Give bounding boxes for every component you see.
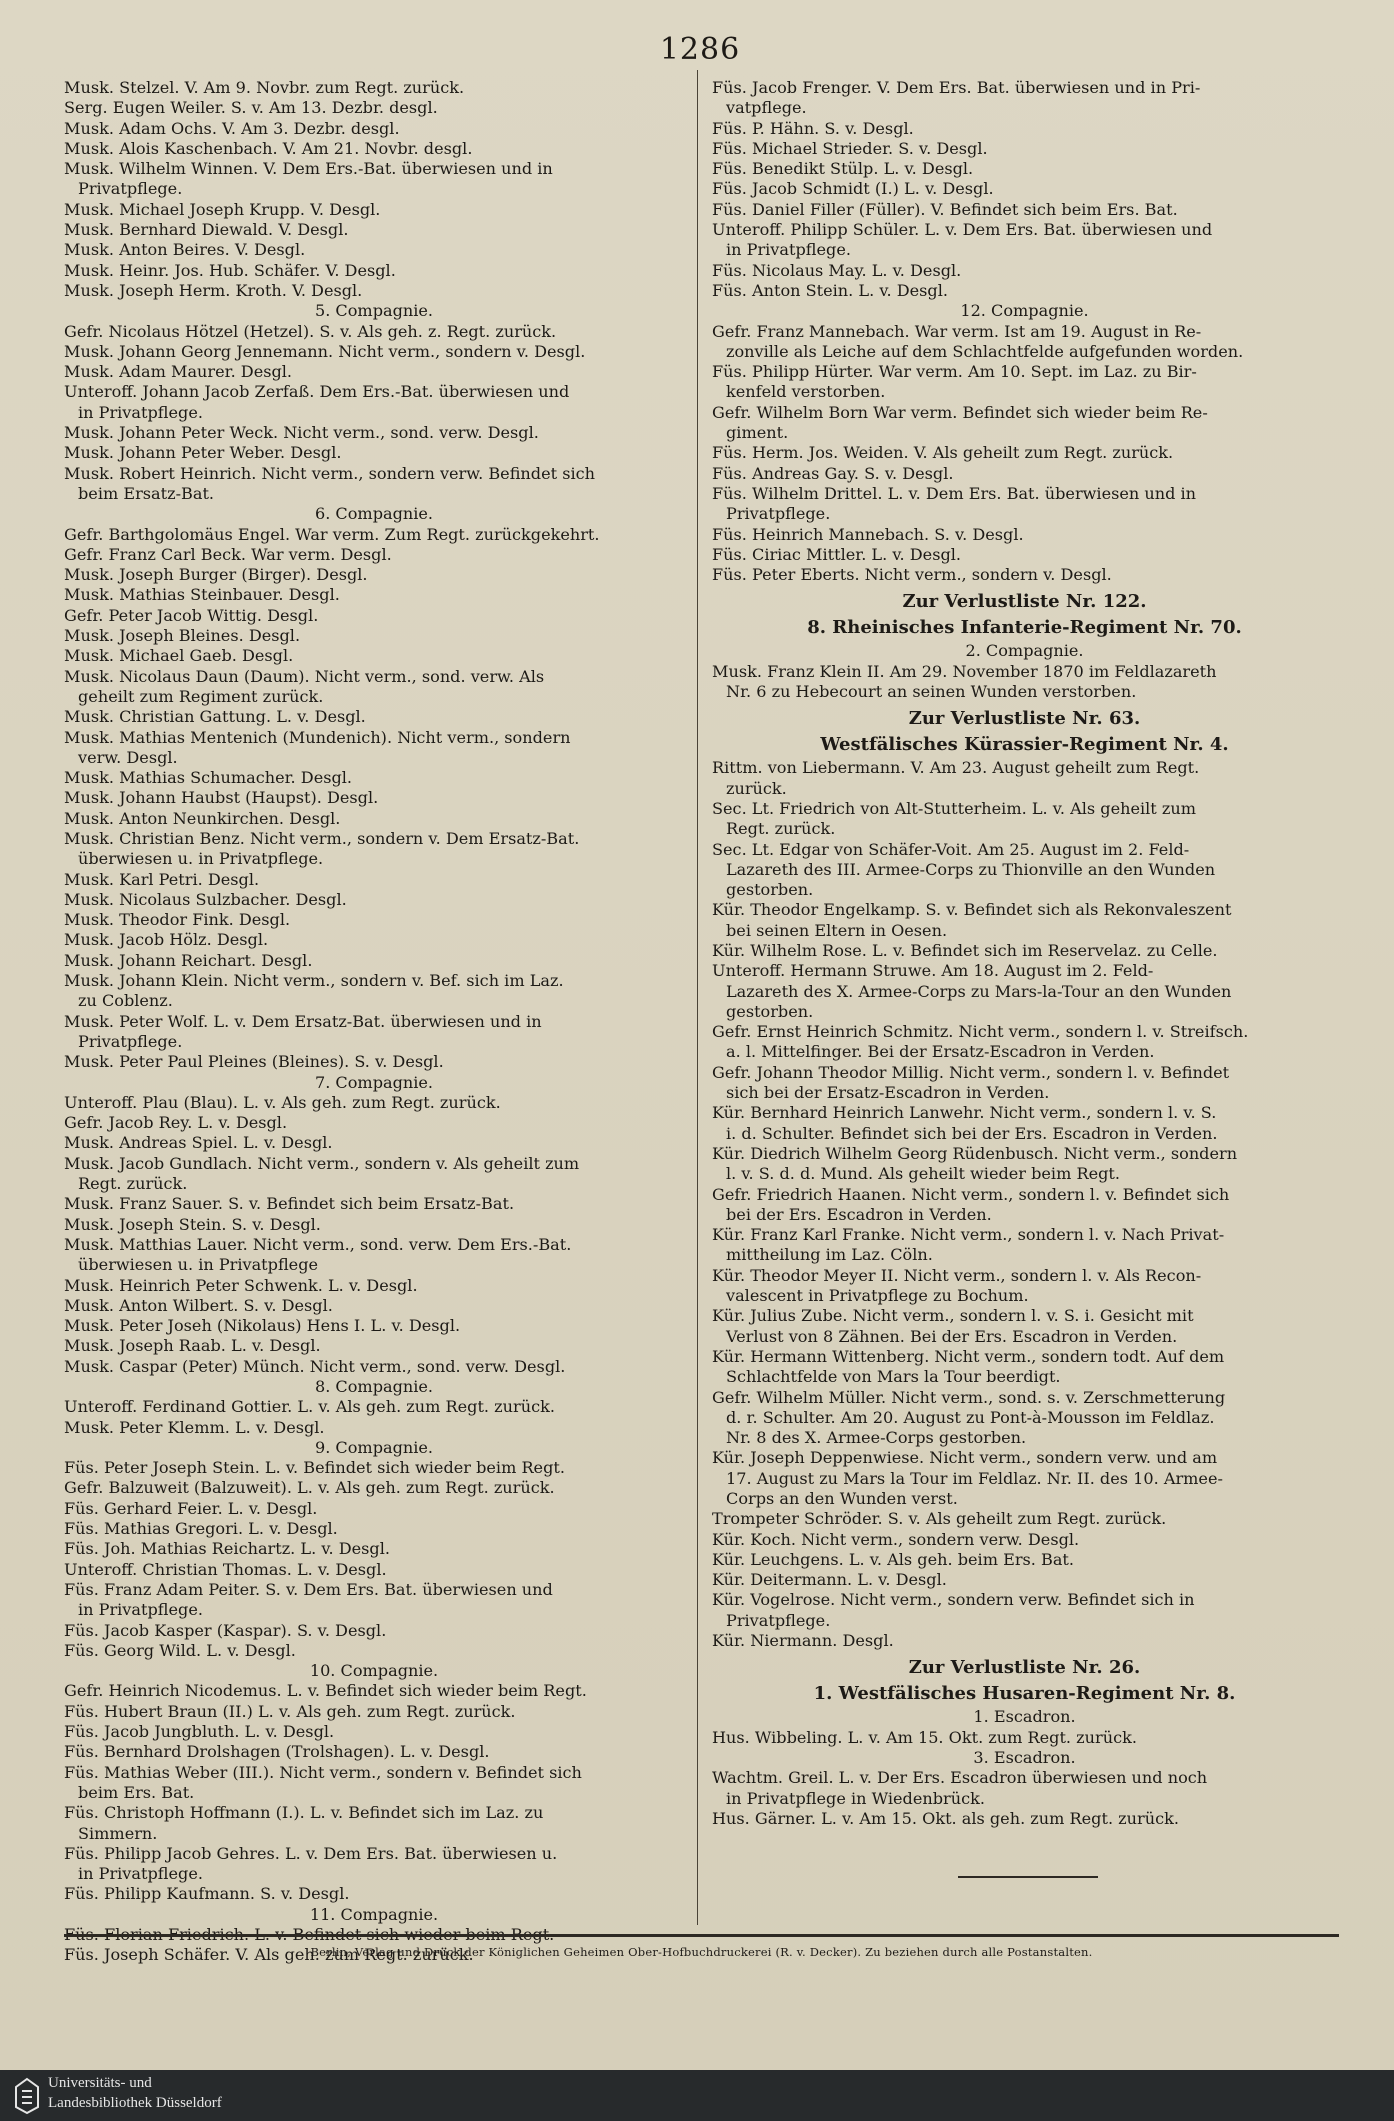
casualty-entry: Füs. Herm. Jos. Weiden. V. Als geheilt zum Regt. zurück. [712, 443, 1174, 463]
casualty-entry: Unteroff. Plau (Blau). L. v. Als geh. zum Regt. zurück. [64, 1092, 501, 1112]
column-divider [697, 70, 698, 1925]
entry-continuation: gestorben. [726, 1001, 814, 1021]
casualty-entry: Musk. Stelzel. V. Am 9. Novbr. zum Regt. zurück. [64, 78, 465, 97]
entry-continuation: zurück. [726, 778, 787, 798]
casualty-entry: Kür. Niermann. Desgl. [712, 1631, 894, 1651]
entry-continuation: l. v. S. d. d. Mund. Als geheilt wieder beim Regt. [726, 1164, 1120, 1184]
casualty-entry: Gefr. Heinrich Nicodemus. L. v. Befindet sich wieder beim Regt. [64, 1681, 587, 1701]
casualty-entry: Musk. Christian Benz. Nicht verm., sondern v. Dem Ersatz-Bat. [64, 828, 580, 848]
entry-continuation: überwiesen u. in Privatpflege. [78, 849, 324, 869]
casualty-entry: Musk. Andreas Spiel. L. v. Desgl. [64, 1133, 333, 1153]
entry-continuation: Privatpflege. [726, 504, 831, 524]
casualty-entry: Füs. P. Hähn. S. v. Desgl. [712, 118, 914, 138]
entry-continuation: Lazareth des X. Armee-Corps zu Mars-la-Tour an den Wunden [726, 981, 1232, 1001]
company-heading: 8. Compagnie. [314, 1377, 434, 1396]
entry-continuation: Regt. zurück. [78, 1174, 188, 1194]
entry-continuation: beim Ersatz-Bat. [78, 483, 215, 503]
casualty-entry: Musk. Joseph Raab. L. v. Desgl. [64, 1336, 321, 1356]
casualty-entry: Gefr. Wilhelm Born War verm. Befindet sich wieder beim Re- [712, 402, 1208, 422]
casualty-entry: Füs. Philipp Kaufmann. S. v. Desgl. [64, 1884, 350, 1904]
section-heading: Zur Verlustliste Nr. 26. [908, 1657, 1141, 1679]
casualty-entry: Gefr. Wilhelm Müller. Nicht verm., sond. s. v. Zerschmetterung [712, 1387, 1226, 1407]
company-heading: 1. Escadron. [973, 1707, 1076, 1727]
casualty-entry: Musk. Matthias Lauer. Nicht verm., sond. verw. Dem Ers.-Bat. [64, 1234, 572, 1254]
casualty-entry: Gefr. Balzuweit (Balzuweit). L. v. Als geh. zum Regt. zurück. [64, 1478, 555, 1498]
casualty-entry: Füs. Ciriac Mittler. L. v. Desgl. [712, 544, 962, 564]
casualty-entry: Füs. Mathias Weber (III.). Nicht verm., sondern v. Befindet sich [64, 1762, 582, 1782]
casualty-entry: Füs. Mathias Gregori. L. v. Desgl. [64, 1519, 338, 1539]
library-footer-text [48, 2073, 222, 2113]
casualty-entry: Musk. Christian Gattung. L. v. Desgl. [64, 707, 366, 727]
casualty-entry: Musk. Joseph Burger (Birger). Desgl. [64, 565, 368, 585]
right-column [712, 78, 1337, 1829]
casualty-entry: Kür. Koch. Nicht verm., sondern verw. Desgl. [712, 1529, 1080, 1549]
casualty-entry: Gefr. Barthgolomäus Engel. War verm. Zum Regt. zurückgekehrt. [64, 524, 600, 544]
entry-continuation: überwiesen u. in Privatpflege [78, 1255, 319, 1275]
company-heading: 11. Compagnie. [309, 1904, 439, 1924]
casualty-entry: Musk. Johann Peter Weck. Nicht verm., sond. verw. Desgl. [64, 423, 539, 443]
entry-continuation: in Privatpflege. [78, 1864, 203, 1884]
casualty-entry: Musk. Franz Klein II. Am 29. November 1870 im Feldlazareth [712, 661, 1217, 681]
casualty-entry: Füs. Nicolaus May. L. v. Desgl. [712, 260, 962, 280]
entry-continuation: Lazareth des III. Armee-Corps zu Thionville an den Wunden [726, 859, 1216, 879]
library-logo-icon [14, 2077, 40, 2115]
casualty-entry: Musk. Joseph Herm. Kroth. V. Desgl. [64, 280, 363, 300]
end-rule [958, 1876, 1098, 1878]
library-name-line2: Landesbibliothek Düsseldorf [48, 2095, 222, 2111]
casualty-entry: Musk. Nicolaus Daun (Daum). Nicht verm., sond. verw. Als [64, 666, 545, 686]
casualty-entry: Füs. Gerhard Feier. L. v. Desgl. [64, 1498, 318, 1518]
casualty-entry: Kür. Theodor Meyer II. Nicht verm., sondern l. v. Als Recon- [712, 1265, 1202, 1285]
casualty-entry: Füs. Jacob Schmidt (I.) L. v. Desgl. [712, 179, 994, 199]
casualty-entry: Musk. Theodor Fink. Desgl. [64, 910, 291, 930]
casualty-entry: Füs. Jacob Kasper (Kaspar). S. v. Desgl. [64, 1620, 387, 1640]
casualty-entry: Sec. Lt. Friedrich von Alt-Stutterheim. L. v. Als geheilt zum [712, 798, 1196, 818]
casualty-entry: Unteroff. Hermann Struwe. Am 18. August im 2. Feld- [712, 961, 1154, 981]
company-heading: 6. Compagnie. [314, 504, 434, 524]
casualty-entry: Musk. Joseph Stein. S. v. Desgl. [64, 1214, 321, 1234]
casualty-entry: Musk. Johann Reichart. Desgl. [64, 950, 313, 970]
entry-continuation: Privatpflege. [78, 179, 183, 199]
casualty-entry: Musk. Mathias Schumacher. Desgl. [64, 768, 353, 788]
casualty-entry: Gefr. Ernst Heinrich Schmitz. Nicht verm., sondern l. v. Streifsch. [712, 1022, 1249, 1042]
company-heading: 10. Compagnie. [309, 1661, 439, 1681]
casualty-entry: Füs. Philipp Jacob Gehres. L. v. Dem Ers. Bat. überwiesen u. [64, 1843, 558, 1863]
casualty-entry: Trompeter Schröder. S. v. Als geheilt zum Regt. zurück. [712, 1509, 1167, 1529]
entry-continuation: Privatpflege. [726, 1610, 831, 1630]
left-column [64, 78, 684, 1966]
section-heading: Zur Verlustliste Nr. 63. [908, 708, 1141, 730]
casualty-entry: Kür. Diedrich Wilhelm Georg Rüdenbusch. Nicht verm., sondern [712, 1143, 1238, 1163]
casualty-entry: Musk. Heinr. Jos. Hub. Schäfer. V. Desgl. [64, 260, 396, 280]
company-heading: 5. Compagnie. [314, 301, 434, 321]
casualty-entry: Gefr. Friedrich Haanen. Nicht verm., sondern l. v. Befindet sich [712, 1184, 1230, 1204]
casualty-entry: Füs. Wilhelm Drittel. L. v. Dem Ers. Bat. überwiesen und in [712, 483, 1197, 503]
casualty-entry: Unteroff. Ferdinand Gottier. L. v. Als geh. zum Regt. zurück. [64, 1397, 555, 1417]
casualty-entry: Kür. Theodor Engelkamp. S. v. Befindet sich als Rekonvaleszent [712, 900, 1232, 920]
casualty-entry: Füs. Heinrich Mannebach. S. v. Desgl. [712, 524, 1024, 544]
entry-continuation: a. l. Mittelfinger. Bei der Ersatz-Escadron in Verden. [726, 1042, 1155, 1062]
casualty-entry: Musk. Robert Heinrich. Nicht verm., sondern verw. Befindet sich [64, 463, 595, 483]
entry-continuation: verw. Desgl. [78, 747, 178, 767]
casualty-entry: Gefr. Franz Carl Beck. War verm. Desgl. [64, 544, 392, 564]
casualty-entry: Füs. Philipp Hürter. War verm. Am 10. Sept. im Laz. zu Bir- [712, 362, 1197, 382]
entry-continuation: geheilt zum Regiment zurück. [78, 686, 324, 706]
casualty-entry: Kür. Bernhard Heinrich Lanwehr. Nicht verm., sondern l. v. S. [712, 1103, 1217, 1123]
casualty-entry: Füs. Benedikt Stülp. L. v. Desgl. [712, 159, 974, 179]
casualty-entry: Füs. Georg Wild. L. v. Desgl. [64, 1640, 296, 1660]
page-number: 1286 [659, 32, 741, 67]
casualty-entry: Musk. Alois Kaschenbach. V. Am 21. Novbr. desgl. [64, 138, 473, 158]
casualty-entry: Musk. Peter Klemm. L. v. Desgl. [64, 1417, 325, 1437]
casualty-entry: Füs. Michael Strieder. S. v. Desgl. [712, 138, 988, 158]
casualty-entry: Kür. Franz Karl Franke. Nicht verm., sondern l. v. Nach Privat- [712, 1225, 1225, 1245]
entry-continuation: Nr. 6 zu Hebecourt an seinen Wunden verstorben. [726, 682, 1137, 702]
casualty-entry: Musk. Heinrich Peter Schwenk. L. v. Desgl. [64, 1275, 418, 1295]
casualty-entry: Musk. Mathias Steinbauer. Desgl. [64, 585, 340, 605]
casualty-entry: Musk. Mathias Mentenich (Mundenich). Nicht verm., sondern [64, 727, 571, 747]
entry-continuation: in Privatpflege. [78, 402, 203, 422]
entry-continuation: bei der Ers. Escadron in Verden. [726, 1204, 992, 1224]
section-heading: 8. Rheinisches Infanterie-Regiment Nr. 70. [807, 617, 1242, 639]
entry-continuation: 17. August zu Mars la Tour im Feldlaz. Nr. II. des 10. Armee- [726, 1468, 1223, 1488]
casualty-entry: Füs. Jacob Jungbluth. L. v. Desgl. [64, 1722, 335, 1742]
entry-continuation: zu Coblenz. [78, 991, 173, 1011]
casualty-entry: Sec. Lt. Edgar von Schäfer-Voit. Am 25. August im 2. Feld- [712, 839, 1190, 859]
imprint-line: Berlin, Verlag und Druck der Königlichen Geheimen Ober-Hofbuchdruckerei (R. v. Decker). Zu beziehen durch alle Postanstalten. [310, 1945, 1093, 1959]
section-heading: Zur Verlustliste Nr. 122. [902, 591, 1147, 613]
casualty-entry: Musk. Peter Paul Pleines (Bleines). S. v. Desgl. [64, 1052, 444, 1072]
casualty-entry: Musk. Anton Wilbert. S. v. Desgl. [64, 1295, 333, 1315]
entry-continuation: Schlachtfelde von Mars la Tour beerdigt. [726, 1367, 1061, 1387]
casualty-entry: Füs. Joh. Mathias Reichartz. L. v. Desgl. [64, 1539, 390, 1559]
casualty-entry: Füs. Daniel Filler (Füller). V. Befindet sich beim Ers. Bat. [712, 199, 1178, 219]
casualty-entry: Kür. Wilhelm Rose. L. v. Befindet sich im Reservelaz. zu Celle. [712, 940, 1218, 960]
casualty-entry: Unteroff. Philipp Schüler. L. v. Dem Ers. Bat. überwiesen und [712, 220, 1213, 240]
entry-continuation: sich bei der Ersatz-Escadron in Verden. [726, 1083, 1050, 1103]
company-heading: 12. Compagnie. [960, 301, 1089, 321]
company-heading: 2. Compagnie. [965, 641, 1084, 661]
casualty-entry: Musk. Anton Beires. V. Desgl. [64, 240, 306, 260]
company-heading: 7. Compagnie. [314, 1072, 434, 1092]
casualty-entry: Musk. Anton Neunkirchen. Desgl. [64, 808, 341, 828]
casualty-entry: Unteroff. Johann Jacob Zerfaß. Dem Ers.-Bat. überwiesen und [64, 382, 570, 402]
section-heading: 1. Westfälisches Husaren-Regiment Nr. 8. [813, 1683, 1236, 1705]
section-heading: Westfälisches Kürassier-Regiment Nr. 4. [820, 734, 1229, 756]
entry-continuation: gestorben. [726, 880, 814, 900]
casualty-entry: Musk. Franz Sauer. S. v. Befindet sich beim Ersatz-Bat. [64, 1194, 515, 1214]
casualty-entry: Gefr. Jacob Rey. L. v. Desgl. [64, 1113, 288, 1133]
casualty-entry: Musk. Karl Petri. Desgl. [64, 869, 260, 889]
entry-continuation: kenfeld verstorben. [726, 382, 886, 402]
entry-continuation: giment. [726, 423, 789, 443]
casualty-entry: Musk. Michael Gaeb. Desgl. [64, 646, 294, 666]
casualty-entry: Musk. Caspar (Peter) Münch. Nicht verm., sond. verw. Desgl. [64, 1356, 566, 1376]
entry-continuation: Regt. zurück. [726, 819, 836, 839]
casualty-entry: Musk. Johann Peter Weber. Desgl. [64, 443, 342, 463]
casualty-entry: Musk. Johann Georg Jennemann. Nicht verm., sondern v. Desgl. [64, 341, 586, 361]
casualty-entry: Gefr. Johann Theodor Millig. Nicht verm., sondern l. v. Befindet [712, 1062, 1230, 1082]
casualty-entry: Füs. Andreas Gay. S. v. Desgl. [712, 463, 954, 483]
casualty-entry: Füs. Joseph Schäfer. V. Als geh. zum Regt. zurück. [64, 1945, 474, 1965]
casualty-entry: Wachtm. Greil. L. v. Der Ers. Escadron überwiesen und noch [712, 1768, 1208, 1788]
entry-continuation: in Privatpflege in Wiedenbrück. [726, 1788, 985, 1808]
entry-continuation: Verlust von 8 Zähnen. Bei der Ers. Escadron in Verden. [726, 1326, 1178, 1346]
casualty-entry: Musk. Joseph Bleines. Desgl. [64, 626, 301, 646]
entry-continuation: valescent in Privatpflege zu Bochum. [726, 1286, 1029, 1306]
casualty-entry: Gefr. Franz Mannebach. War verm. Ist am 19. August in Re- [712, 321, 1202, 341]
casualty-entry: Kür. Deitermann. L. v. Desgl. [712, 1570, 947, 1590]
casualty-entry: Füs. Franz Adam Peiter. S. v. Dem Ers. Bat. überwiesen und [64, 1579, 553, 1599]
casualty-entry: Gefr. Peter Jacob Wittig. Desgl. [64, 605, 319, 625]
bottom-rule [64, 1934, 1339, 1937]
casualty-entry: Musk. Michael Joseph Krupp. V. Desgl. [64, 199, 381, 219]
entry-continuation: bei seinen Eltern in Oesen. [726, 920, 948, 940]
entry-continuation: mittheilung im Laz. Cöln. [726, 1245, 933, 1265]
entry-continuation: zonville als Leiche auf dem Schlachtfelde aufgefunden worden. [726, 341, 1244, 361]
entry-continuation: i. d. Schulter. Befindet sich bei der Ers. Escadron in Verden. [726, 1123, 1218, 1143]
casualty-entry: Gefr. Nicolaus Hötzel (Hetzel). S. v. Als geh. z. Regt. zurück. [64, 321, 557, 341]
casualty-entry: Kür. Joseph Deppenwiese. Nicht verm., sondern verw. und am [712, 1448, 1218, 1468]
library-name-line1: Universitäts- und [48, 2075, 152, 2091]
casualty-entry: Unteroff. Christian Thomas. L. v. Desgl. [64, 1559, 387, 1579]
casualty-entry: Kür. Leuchgens. L. v. Als geh. beim Ers. Bat. [712, 1549, 1075, 1569]
casualty-entry: Kür. Hermann Wittenberg. Nicht verm., sondern todt. Auf dem [712, 1346, 1225, 1366]
casualty-entry: Hus. Gärner. L. v. Am 15. Okt. als geh. zum Regt. zurück. [712, 1808, 1179, 1828]
entry-continuation: Privatpflege. [78, 1031, 183, 1051]
casualty-entry: Musk. Jacob Gundlach. Nicht verm., sondern v. Als geheilt zum [64, 1153, 580, 1173]
casualty-entry: Musk. Nicolaus Sulzbacher. Desgl. [64, 889, 347, 909]
casualty-entry: Musk. Adam Ochs. V. Am 3. Dezbr. desgl. [64, 118, 400, 138]
casualty-entry: Musk. Wilhelm Winnen. V. Dem Ers.-Bat. überwiesen und in [64, 159, 553, 179]
casualty-entry: Musk. Jacob Hölz. Desgl. [64, 930, 269, 950]
entry-continuation: d. r. Schulter. Am 20. August zu Pont-à-Mousson im Feldlaz. [726, 1407, 1215, 1427]
casualty-entry: Füs. Christoph Hoffmann (I.). L. v. Befindet sich im Laz. zu [64, 1803, 544, 1823]
casualty-entry: Musk. Johann Klein. Nicht verm., sondern v. Bef. sich im Laz. [64, 971, 564, 991]
casualty-entry: Rittm. von Liebermann. V. Am 23. August geheilt zum Regt. [712, 758, 1200, 778]
casualty-entry: Hus. Wibbeling. L. v. Am 15. Okt. zum Regt. zurück. [712, 1727, 1137, 1747]
casualty-entry: Füs. Peter Eberts. Nicht verm., sondern v. Desgl. [712, 565, 1112, 585]
company-heading: 9. Compagnie. [314, 1437, 434, 1457]
entry-continuation: Nr. 8 des X. Armee-Corps gestorben. [726, 1428, 1027, 1448]
casualty-entry: Füs. Anton Stein. L. v. Desgl. [712, 280, 948, 300]
casualty-entry: Füs. Bernhard Drolshagen (Trolshagen). L. v. Desgl. [64, 1742, 490, 1762]
casualty-entry: Kür. Julius Zube. Nicht verm., sondern l. v. S. i. Gesicht mit [712, 1306, 1194, 1326]
casualty-entry: Füs. Jacob Frenger. V. Dem Ers. Bat. überwiesen und in Pri- [712, 78, 1201, 97]
casualty-entry: Musk. Bernhard Diewald. V. Desgl. [64, 220, 349, 240]
casualty-entry: Füs. Peter Joseph Stein. L. v. Befindet sich wieder beim Regt. [64, 1458, 565, 1478]
entry-continuation: vatpflege. [726, 98, 807, 118]
entry-continuation: Simmern. [78, 1823, 158, 1843]
casualty-entry: Füs. Hubert Braun (II.) L. v. Als geh. zum Regt. zurück. [64, 1701, 516, 1721]
entry-continuation: Corps an den Wunden verst. [726, 1489, 958, 1508]
casualty-entry: Musk. Peter Wolf. L. v. Dem Ersatz-Bat. überwiesen und in [64, 1011, 542, 1031]
entry-continuation: in Privatpflege. [726, 240, 851, 260]
casualty-entry: Musk. Johann Haubst (Haupst). Desgl. [64, 788, 379, 808]
entry-continuation: in Privatpflege. [78, 1600, 203, 1620]
casualty-entry: Serg. Eugen Weiler. S. v. Am 13. Dezbr. desgl. [64, 98, 438, 118]
casualty-entry: Musk. Peter Joseh (Nikolaus) Hens I. L. v. Desgl. [64, 1316, 461, 1336]
casualty-entry: Kür. Vogelrose. Nicht verm., sondern verw. Befindet sich in [712, 1590, 1195, 1610]
company-heading: 3. Escadron. [973, 1747, 1076, 1767]
entry-continuation: beim Ers. Bat. [78, 1782, 195, 1802]
casualty-entry: Musk. Adam Maurer. Desgl. [64, 362, 293, 382]
